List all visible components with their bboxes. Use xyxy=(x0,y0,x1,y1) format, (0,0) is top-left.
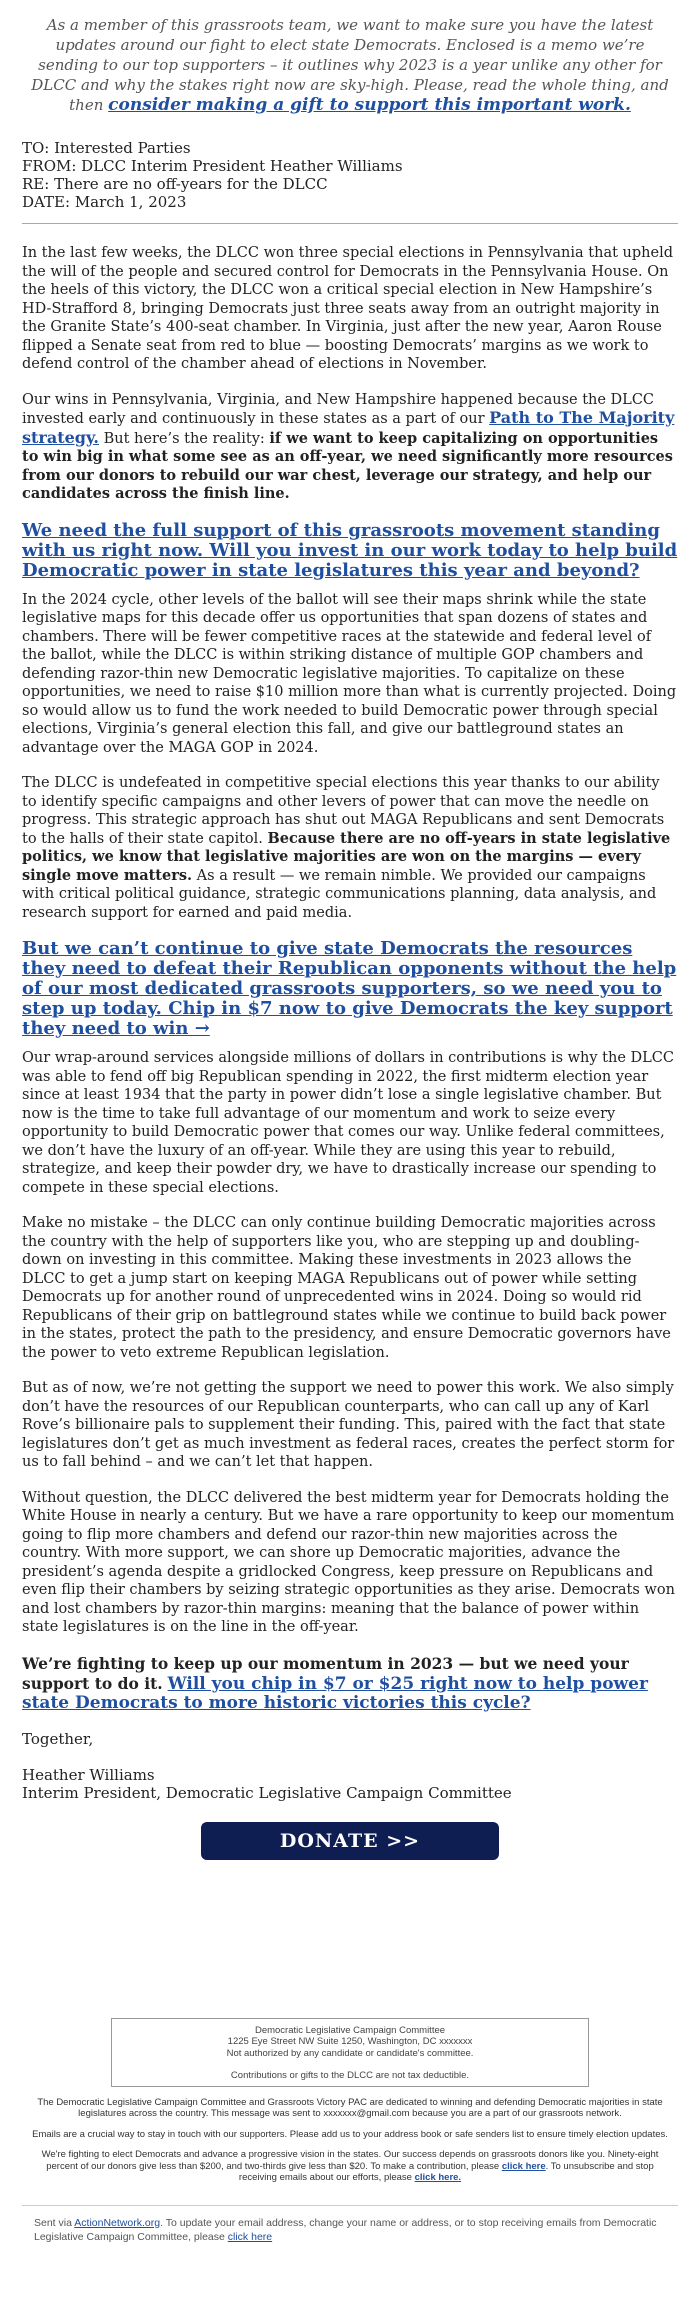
signer-name: Heather Williams xyxy=(22,1765,155,1784)
paragraph-9 xyxy=(22,1654,678,1713)
memo-to: TO: Interested Parties xyxy=(22,139,191,157)
sent-via-text-a: Sent via xyxy=(34,2216,75,2229)
paragraph-4-bold: Because there are no off-years in state legislative politics, we know that legislative majorities are won on the margins — every single move matters. xyxy=(22,829,671,884)
memo-re: RE: There are no off-years for the DLCC xyxy=(22,175,328,193)
donate-button[interactable]: DONATE >> xyxy=(201,1822,499,1860)
sent-via-text-b: . To update your email address, change your name or address, or to stop receiving emails from Democratic Legislative Campaign Committee, please xyxy=(34,2216,657,2243)
paragraph-7: But as of now, we’re not getting the support we need to power this work. We also simply don’t have the resources of our Republican counterparts, who can call up any of Karl Rove’s billionaire pals to supplement their funding. This, paired with the fact that state legislatures don’t get as much investment as federal races, creates the perfect storm for us to fall behind – and we can’t let that happen. xyxy=(22,1380,675,1470)
paragraph-4 xyxy=(22,774,678,922)
closing: Together, xyxy=(22,1729,94,1748)
paragraph-5: Our wrap-around services alongside millions of dollars in contributions is why the DLCC was able to fend off big Republican spending in 2022, the first midterm election year since at least 1934 that the party in power didn’t lose a single legislative chamber. But now is the time to take full advantage of our momentum and work to seize every opportunity to build Democratic power that comes our way. Unlike federal committees, we don’t have the luxury of an off-year. While they are using this year to rebuild, strategize, and keep their powder dry, we have to drastically increase our spending to compete in these special elections. xyxy=(22,1050,674,1196)
footer-fighting-text-b: . To unsubscribe and stop receiving emails about our efforts, please xyxy=(238,2160,654,2183)
footer-dedicated: The Democratic Legislative Campaign Committee and Grassroots Victory PAC are dedicated to winning and defending Democratic majorities in state legislatures across the country. This message was sent to xxxxxxx@gmail.com because you are a part of our grassroots network. xyxy=(37,2096,663,2119)
contribute-click-here-link[interactable]: click here xyxy=(501,2160,546,2172)
cta-link-1[interactable]: We need the full support of this grassroots movement standing with us right now. Will you invest in our work today to help build Democratic power in state legislatures this year and beyond? xyxy=(22,519,678,581)
paragraph-2-text-b: But here’s the reality: xyxy=(98,430,270,447)
donate-row xyxy=(22,1822,678,1860)
memo-divider xyxy=(22,223,678,224)
footer-contributions: Contributions or gifts to the DLCC are not tax deductible. xyxy=(230,2070,470,2081)
paragraph-2 xyxy=(22,391,678,504)
paragraph-6: Make no mistake – the DLCC can only continue building Democratic majorities across the country with the help of supporters like you, who are stepping up and doubling-down on investing in this committee. Making these investments in 2023 allows the DLCC to get a jump start on keeping MAGA Republicans out of power while setting Democrats up for another round of unprecedented wins in 2024. Doing so would rid Republicans of their grip on battleground states while we continue to build back power in the states, protect the path to the presidency, and ensure Democratic governors have the power to veto extreme Republican legislation. xyxy=(22,1215,671,1361)
intro-text: As a member of this grassroots team, we want to make sure you have the latest updates around our fight to elect state Democrats. Enclosed is a memo we’re sending to our top supporters – it outlines why 2023 is a year unlike any other for DLCC and why the stakes right now are sky-high. Please, read the whole thing, and then xyxy=(31,16,669,114)
email-body xyxy=(22,0,678,2244)
paragraph-1: In the last few weeks, the DLCC won three special elections in Pennsylvania that upheld the will of the people and secured control for Democrats in the Pennsylvania House. On the heels of this victory, the DLCC won a critical special election in New Hampshire’s HD-Strafford 8, bringing Democrats just three seats away from an outright majority in the Granite State’s 400-seat chamber. In Virginia, just after the new year, Aaron Rouse flipped a Senate seat from red to blue — boosting Democrats’ margins as we work to defend control of the chamber ahead of elections in November. xyxy=(22,245,673,372)
footer-fighting xyxy=(28,2149,672,2184)
paragraph-4-text-b: As a result — we remain nimble. We provided our campaigns with critical political guidance, strategic communications planning, data analysis, and research support for earned and paid media. xyxy=(22,867,657,921)
paragraph-2-bold: if we want to keep capitalizing on opportunities to win big in what some see as an off-year, we need significantly more resources from our donors to rebuild our war chest, leverage our strategy, and help our candidates across the finish line. xyxy=(22,429,673,502)
paragraph-8: Without question, the DLCC delivered the best midterm year for Democrats holding the White House in nearly a century. But we have a rare opportunity to keep our momentum going to flip more chambers and defend our razor-thin new majorities across the country. With more support, we can shore up Democratic majorities, advance the president’s agenda despite a gridlocked Congress, keep pressure on Republicans and even flip their chambers by seizing strategic opportunities as they arise. Democrats won and lost chambers by razor-thin margins: meaning that the balance of power within state legislatures is on the line in the off-year. xyxy=(22,1489,675,1635)
paragraph-3: In the 2024 cycle, other levels of the ballot will see their maps shrink while the state legislative maps for this decade offer us opportunities that span dozens of states and chambers. There will be fewer competitive races at the statewide and federal level of the ballot, while the DLCC is within striking distance of multiple GOP chambers and defending razor-thin new Democratic legislative majorities. To capitalize on these opportunities, we need to raise $10 million more than what is currently projected. Doing so would allow us to fund the work needed to build Democratic power through special elections, Virginia’s general election this fall, and give our battleground states an advantage over the MAGA GOP in 2024. xyxy=(22,591,677,756)
intro-note xyxy=(28,15,672,115)
chip-in-link[interactable]: Will you chip in $7 or $25 right now to help power state Democrats to more historic victories this cycle? xyxy=(22,1673,648,1713)
paragraph-2-text-a: Our wins in Pennsylvania, Virginia, and New Hampshire happened because the DLCC invested early and continuously in these states as a part of our xyxy=(22,391,655,427)
update-email-click-here-link[interactable]: click here xyxy=(227,2230,273,2243)
spacer xyxy=(22,1860,678,2018)
cta-link-2[interactable]: But we can’t continue to give state Democrats the resources they need to defeat their Republican opponents without the help of our most dedicated grassroots supporters, so we need you to step up today. Chip in $7 now to give Democrats the key support they need to win → xyxy=(22,938,677,1039)
footer-not-authorized: Not authorized by any candidate or candidate's committee. xyxy=(226,2047,474,2059)
footer-emails: Emails are a crucial way to stay in touch with our supporters. Please add us to your address book or safe senders list to ensure timely election updates. xyxy=(32,2128,668,2140)
intro-gift-link[interactable]: consider making a gift to support this important work. xyxy=(108,95,631,115)
signature xyxy=(22,1730,678,1802)
signer-title: Interim President, Democratic Legislative Campaign Committee xyxy=(22,1783,512,1802)
footer-disclaimer-box xyxy=(111,2018,589,2087)
memo-from: FROM: DLCC Interim President Heather Williams xyxy=(22,157,403,175)
footer-address: 1225 Eye Street NW Suite 1250, Washington, DC xxxxxxx xyxy=(227,2036,473,2047)
footer-fighting-text-a: We're fighting to elect Democrats and advance a progressive vision in the states. Our success depends on grassroots donors like you. Ninety-eight percent of our donors give less than $200, and two-thirds give less than $20. To make a contribution, please xyxy=(41,2149,659,2172)
memo-header xyxy=(22,139,678,211)
unsubscribe-click-here-link[interactable]: click here. xyxy=(414,2172,462,2183)
paragraph-9-bold: We’re fighting to keep up our momentum in 2023 — but we need your support to do it. xyxy=(22,1653,629,1693)
action-network-link[interactable]: ActionNetwork.org xyxy=(74,2216,161,2229)
footer-org: Democratic Legislative Campaign Committee xyxy=(254,2024,446,2036)
sent-via-footer xyxy=(22,2205,678,2244)
path-to-majority-link[interactable]: Path to The Majority strategy. xyxy=(22,408,675,447)
paragraph-4-text-a: The DLCC is undefeated in competitive special elections this year thanks to our ability to identify specific campaigns and other levers of power that can move the needle on progress. This strategic approach has shut out MAGA Republicans and sent Democrats to the halls of their state capitol. xyxy=(22,775,665,847)
memo-date: DATE: March 1, 2023 xyxy=(22,193,187,211)
